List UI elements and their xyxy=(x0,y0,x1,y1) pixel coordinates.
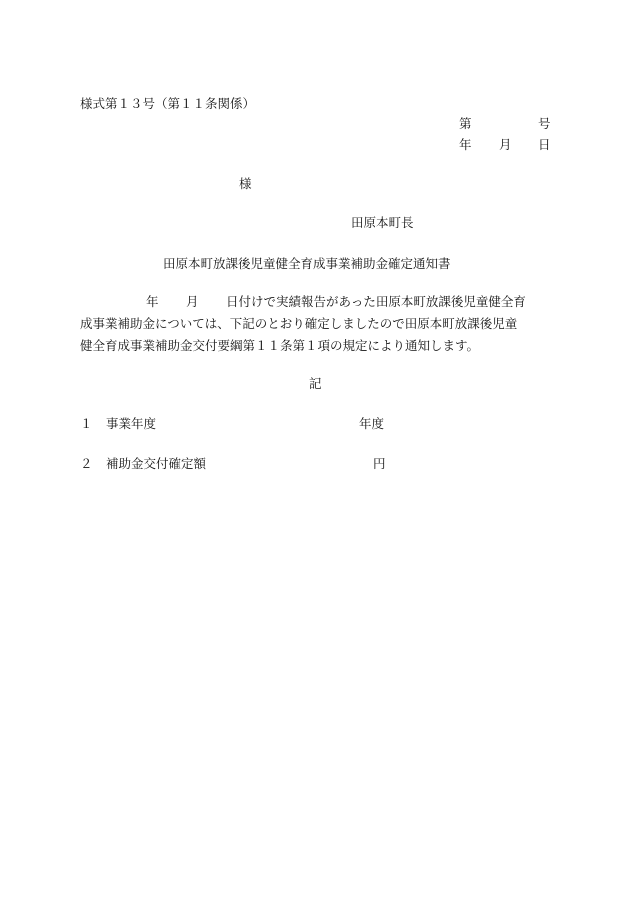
item-1-number: １ xyxy=(80,416,93,431)
doc-number-suffix: 号 xyxy=(538,116,551,131)
ki-heading: 記 xyxy=(309,376,322,391)
issuer: 田原本町長 xyxy=(351,215,414,230)
item-1-unit: 年度 xyxy=(359,416,385,431)
item-1-label: 事業年度 xyxy=(106,416,157,431)
date-year: 年 xyxy=(459,137,472,152)
body-line-3: 健全育成事業補助金交付要綱第１１条第１項の規定により通知します。 xyxy=(80,338,480,353)
body-line-1-rest: 日付けで実績報告があった田原本町放課後児童健全育 xyxy=(226,294,526,309)
date-day: 日 xyxy=(538,137,551,152)
item-2-number: ２ xyxy=(80,456,93,471)
document-title: 田原本町放課後児童健全育成事業補助金確定通知書 xyxy=(163,256,451,271)
item-2-unit: 円 xyxy=(373,456,386,471)
body-month: 月 xyxy=(186,294,199,309)
body-line-2: 成事業補助金については、下記のとおり確定しましたので田原本町放課後児童 xyxy=(80,316,518,331)
date-month: 月 xyxy=(499,137,512,152)
form-number: 様式第１３号（第１１条関係） xyxy=(80,96,256,111)
doc-number-prefix: 第 xyxy=(459,116,472,131)
item-2-label: 補助金交付確定額 xyxy=(106,456,207,471)
body-year: 年 xyxy=(146,294,159,309)
addressee-suffix: 様 xyxy=(239,176,252,191)
